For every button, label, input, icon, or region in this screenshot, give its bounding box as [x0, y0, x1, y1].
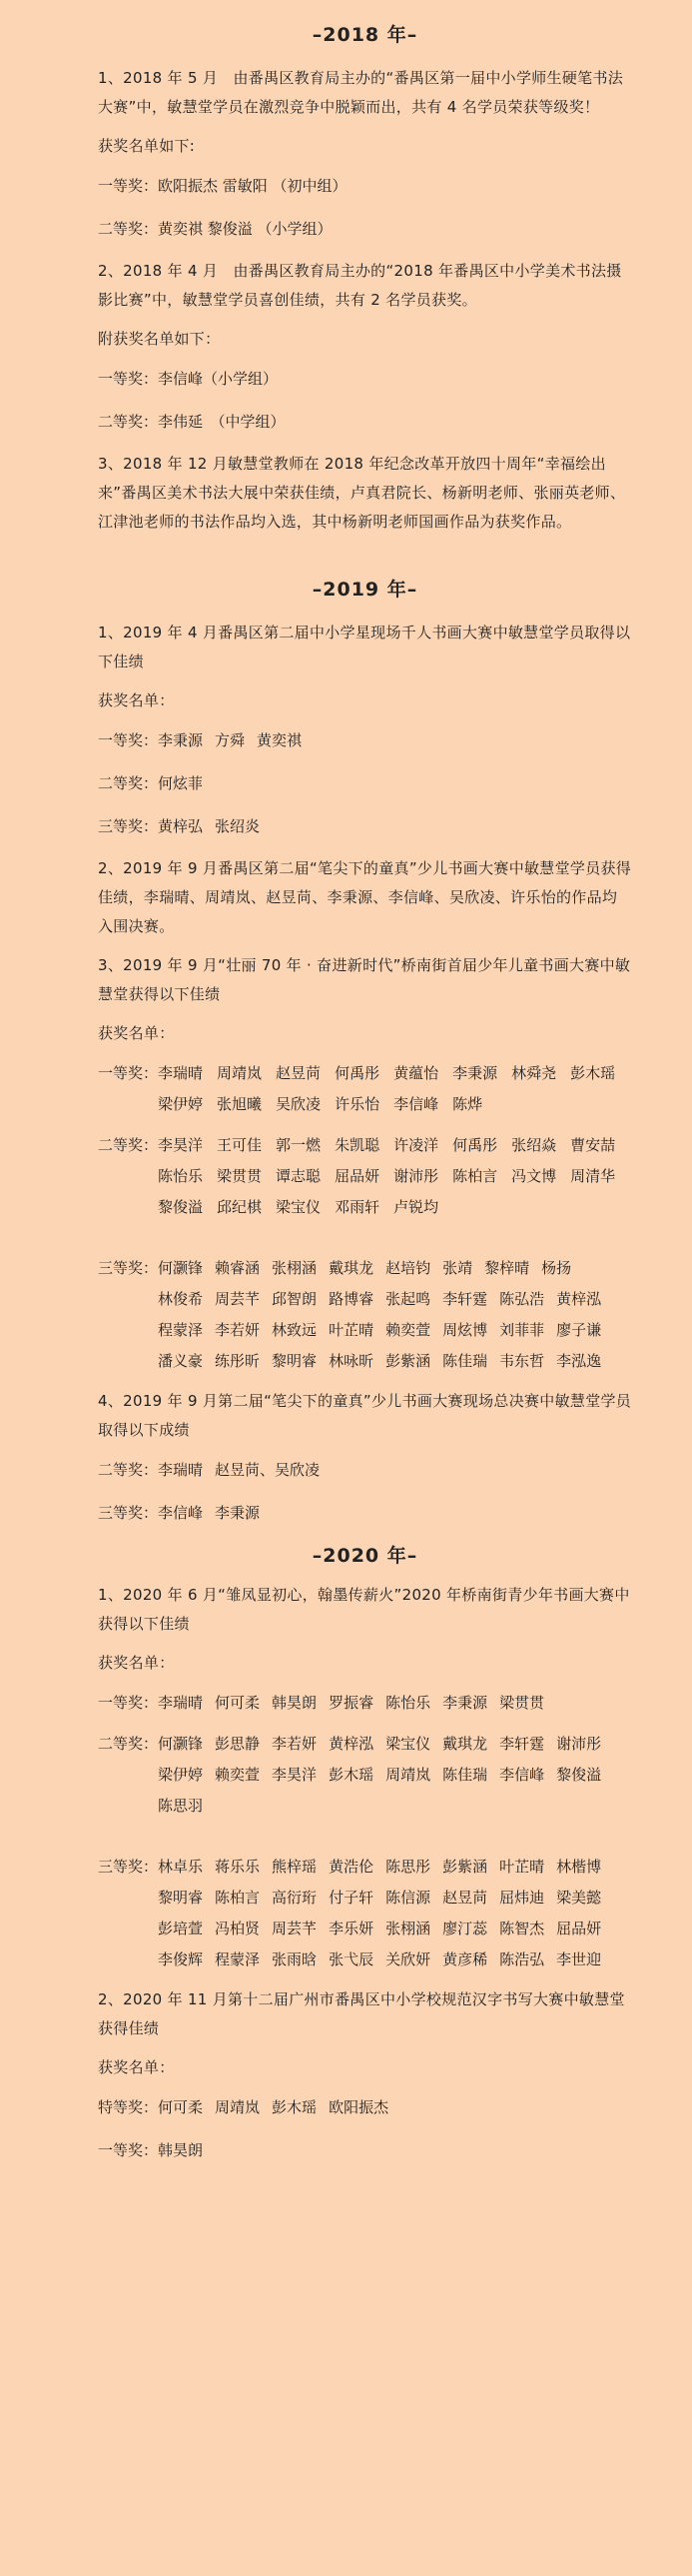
award-label: 三等奖： [98, 1858, 159, 1876]
winner-name: 程蒙泽 [158, 1321, 204, 1339]
winner-name: 赵昱苘 [442, 1889, 488, 1907]
winner-name: 谭志聪 [276, 1167, 322, 1185]
winner-name: 谢沛彤 [556, 1735, 602, 1753]
award-names [158, 1130, 632, 1223]
winner-name: 陈信源 [385, 1889, 431, 1907]
winner-name: 李秉源 [442, 1694, 488, 1712]
winner-name: 谢沛彤 [393, 1167, 439, 1185]
winner-name: 赖奕萱 [385, 1321, 431, 1339]
paragraph: 2、2020 年 11 月第十二届广州市番禺区中小学校规范汉字书写大赛中敏慧堂获得佳绩 [98, 1990, 625, 2037]
winner-name: 熊梓瑶 [272, 1858, 318, 1876]
winner-name: 何可柔 [158, 2098, 204, 2116]
winner-name: 彭思静 [215, 1735, 261, 1753]
award-row [98, 1130, 632, 1223]
winner-name: 戴琪龙 [329, 1259, 374, 1277]
winner-name: 李乐妍 [329, 1920, 374, 1937]
winner-name: 黎俊溢 [158, 1198, 204, 1216]
winner-name: 张栩涵 [385, 1920, 431, 1937]
winner-name: 周靖岚 [217, 1064, 263, 1082]
winner-name: 许乐怡 [335, 1095, 380, 1113]
winner-name: 潘义豪 [158, 1352, 204, 1370]
winner-name: 邱纪棋 [217, 1198, 263, 1216]
award-label: 二等奖： [98, 1735, 159, 1753]
award-row [98, 2092, 632, 2123]
award-names [158, 214, 632, 245]
winner-name: 梁宝仪 [276, 1198, 322, 1216]
winner-name: 陈思彤 [385, 1858, 431, 1876]
winner-name: 黎梓晴 [484, 1259, 530, 1277]
award-label: 特等奖： [98, 2098, 159, 2116]
winner-name: 李秉源 [215, 1504, 261, 1522]
winner-name: 赖睿涵 [215, 1259, 261, 1277]
award-row [98, 214, 632, 245]
winner-name: 周靖岚 [215, 2098, 261, 2116]
award-names [158, 407, 632, 438]
award-names [158, 364, 632, 395]
winner-name: 蒋乐乐 [215, 1858, 261, 1876]
paragraph: 附获奖名单如下： [98, 330, 221, 348]
winner-name: 李信峰 [393, 1095, 439, 1113]
winner-name: 陈思羽 [158, 1797, 204, 1815]
winner-name: 彭培萱 [158, 1920, 204, 1937]
winner-name: 周炫博 [442, 1321, 488, 1339]
award-names [158, 1455, 632, 1486]
winner-name: 周清华 [570, 1167, 616, 1185]
winner-name: 李瑞晴 [158, 1694, 204, 1712]
award-row [98, 811, 632, 842]
award-row [98, 1058, 632, 1120]
winner-name: 林咏昕 [329, 1352, 374, 1370]
winner-name: 陈弘浩 [499, 1290, 545, 1308]
winner-name: 张弋辰 [329, 1950, 374, 1968]
year-heading-2020: –2020 年– [312, 1545, 418, 1567]
winner-name: 黄蕴怡 [393, 1064, 439, 1082]
winner-name: 路博睿 [329, 1290, 374, 1308]
award-names [158, 2092, 632, 2123]
winner-name: 李信峰 [158, 1504, 204, 1522]
winner-name: 周芸芊 [272, 1920, 318, 1937]
award-label: 三等奖： [98, 1259, 159, 1277]
paragraph: 3、2019 年 9 月“壮丽 70 年 · 奋进新时代”桥南街首届少年儿童书画大赛中敏慧堂获得以下佳绩 [98, 956, 631, 1003]
winner-name: 彭木瑶 [272, 2098, 318, 2116]
winner-name: 陈智杰 [499, 1920, 545, 1937]
winner-name: 李瑞晴 [158, 1064, 204, 1082]
winner-name: 李若妍 [272, 1735, 318, 1753]
winner-name: 屈品妍 [556, 1920, 602, 1937]
award-row [98, 2135, 632, 2166]
award-row [98, 768, 632, 799]
winner-name: 周靖岚 [385, 1766, 431, 1784]
winner-name: 刘菲菲 [499, 1321, 545, 1339]
award-names [158, 1852, 632, 1975]
winner-name: 卢锐均 [393, 1198, 439, 1216]
award-label: 二等奖： [98, 220, 159, 238]
winner-name: 陈佳瑞 [442, 1766, 488, 1784]
winner-name: 陈烨 [452, 1095, 483, 1113]
winner-name: 何禹彤 [335, 1064, 380, 1082]
winner-name: 邓雨轩 [335, 1198, 380, 1216]
winner-name: 李信峰 [499, 1766, 545, 1784]
winner-name: 黄梓泓 [329, 1735, 374, 1753]
winner-name: 梁美懿 [556, 1889, 602, 1907]
winner-name: 程蒙泽 [215, 1950, 261, 1968]
winner-name: 林卓乐 [158, 1858, 204, 1876]
winner-name: 张靖 [442, 1259, 473, 1277]
winner-name: 何炫菲 [158, 774, 204, 792]
winner-name: 陈柏言 [215, 1889, 261, 1907]
award-names [158, 1253, 632, 1377]
winner-name: 何禹彤 [452, 1136, 498, 1154]
award-row [98, 171, 632, 202]
winner-name: 梁贯贯 [499, 1694, 545, 1712]
award-label: 一等奖： [98, 731, 159, 749]
award-names [158, 725, 632, 756]
winner-name: 戴琪龙 [442, 1735, 488, 1753]
winner-name: 冯文博 [511, 1167, 557, 1185]
paragraph: 4、2019 年 9 月第二届“笔尖下的童真”少儿书画大赛现场总决赛中敏慧堂学员取得以下成绩 [98, 1392, 632, 1439]
award-names [158, 1688, 632, 1719]
winner-name: 李秉源 [452, 1064, 498, 1082]
award-label: 一等奖： [98, 1064, 159, 1082]
winner-name: 黄奕祺 [257, 731, 303, 749]
winner-name: 张栩涵 [272, 1259, 318, 1277]
winner-name: 陈佳瑞 [442, 1352, 488, 1370]
award-row [98, 1852, 632, 1975]
winner-name: 林致远 [272, 1321, 318, 1339]
paragraph: 获奖名单： [98, 1024, 175, 1042]
award-row [98, 407, 632, 438]
winner-name: 赵昱苘 [276, 1064, 322, 1082]
winner-name: 关欣妍 [385, 1950, 431, 1968]
winner-name: 付子轩 [329, 1889, 374, 1907]
winner-name: 吴欣凌 [276, 1095, 322, 1113]
winner-name: 何灏锋 [158, 1735, 204, 1753]
winner-name: 梁贯贯 [217, 1167, 263, 1185]
winner-name: 黎俊溢 [556, 1766, 602, 1784]
award-label: 一等奖： [98, 2141, 159, 2159]
winner-name: 李信峰（小学组） [158, 370, 279, 388]
winner-name: 梁宝仪 [385, 1735, 431, 1753]
winner-name: 陈浩弘 [499, 1950, 545, 1968]
winner-name: 朱凯聪 [335, 1136, 380, 1154]
winner-name: 赵昱苘、吴欣凌 [215, 1461, 321, 1479]
winner-name: 张雨晗 [272, 1950, 318, 1968]
award-label: 一等奖： [98, 1694, 159, 1712]
winner-name: 黄浩伦 [329, 1858, 374, 1876]
award-label: 二等奖： [98, 413, 159, 431]
winner-name: 叶芷晴 [499, 1858, 545, 1876]
winner-name: 彭木瑶 [570, 1064, 616, 1082]
paragraph: 获奖名单如下: [98, 137, 196, 155]
winner-name: 欧阳振杰 [329, 2098, 389, 2116]
winner-name: 李轩霆 [499, 1735, 545, 1753]
award-names [158, 1058, 632, 1120]
winner-name: 黄奕祺 黎俊溢 （小学组） [158, 220, 333, 238]
award-row [98, 1498, 632, 1529]
winner-name: 罗振睿 [329, 1694, 374, 1712]
winner-name: 张绍焱 [511, 1136, 557, 1154]
winner-name: 陈柏言 [452, 1167, 498, 1185]
award-label: 一等奖： [98, 370, 159, 388]
winner-name: 方舜 [215, 731, 246, 749]
award-names [158, 768, 632, 799]
winner-name: 梁伊婷 [158, 1095, 204, 1113]
paragraph: 1、2018 年 5 月 由番禺区教育局主办的“番禺区第一届中小学师生硬笔书法大赛”中，敏慧堂学员在激烈竞争中脱颖而出，共有 4 名学员荣获等级奖！ [98, 69, 624, 116]
winner-name: 黎明睿 [158, 1889, 204, 1907]
award-names [158, 811, 632, 842]
winner-name: 黎明睿 [272, 1352, 318, 1370]
winner-name: 林俊希 [158, 1290, 204, 1308]
award-label: 一等奖： [98, 177, 159, 195]
paragraph: 1、2020 年 6 月“雏凤显初心，翰墨传薪火”2020 年桥南街青少年书画大赛中获得以下佳绩 [98, 1586, 630, 1633]
winner-name: 张绍炎 [215, 817, 261, 835]
paragraph: 获奖名单： [98, 691, 175, 709]
paragraph: 2、2019 年 9 月番禺区第二届“笔尖下的童真”少儿书画大赛中敏慧堂学员获得佳绩，李瑞晴、周靖岚、赵昱苘、李秉源、李信峰、吴欣凌、许乐怡的作品均入围决赛。 [98, 859, 632, 935]
winner-name: 练彤昕 [215, 1352, 261, 1370]
winner-name: 赵培钧 [385, 1259, 431, 1277]
award-row [98, 1688, 632, 1719]
year-heading-2018: –2018 年– [312, 24, 418, 46]
winner-name: 李瑞晴 [158, 1461, 204, 1479]
winner-name: 王可佳 [217, 1136, 263, 1154]
paragraph: 2、2018 年 4 月 由番禺区教育局主办的“2018 年番禺区中小学美术书法摄影比赛”中，敏慧堂学员喜创佳绩，共有 2 名学员获奖。 [98, 262, 622, 309]
winner-name: 彭紫涵 [442, 1858, 488, 1876]
winner-name: 冯柏贤 [215, 1920, 261, 1937]
award-names [158, 2135, 632, 2166]
award-label: 三等奖： [98, 817, 159, 835]
paragraph: 获奖名单： [98, 2058, 175, 2076]
winner-name: 李轩霆 [442, 1290, 488, 1308]
award-row [98, 1729, 632, 1822]
winner-name: 欧阳振杰 雷敏阳 （初中组） [158, 177, 347, 195]
winner-name: 李世迎 [556, 1950, 602, 1968]
winner-name: 许凌洋 [393, 1136, 439, 1154]
winner-name: 梁伊婷 [158, 1766, 204, 1784]
winner-name: 韩昊朗 [158, 2141, 204, 2159]
award-label: 二等奖： [98, 1136, 159, 1154]
winner-name: 廖子谦 [556, 1321, 602, 1339]
winner-name: 邱智朗 [272, 1290, 318, 1308]
award-row [98, 1455, 632, 1486]
winner-name: 黄梓泓 [556, 1290, 602, 1308]
winner-name: 陈怡乐 [158, 1167, 204, 1185]
award-label: 二等奖： [98, 774, 159, 792]
award-names [158, 1498, 632, 1529]
winner-name: 李伟延 （中学组） [158, 413, 286, 431]
winner-name: 杨扬 [541, 1259, 572, 1277]
paragraph: 1、2019 年 4 月番禺区第二届中小学星现场千人书画大赛中敏慧堂学员取得以下佳绩 [98, 624, 631, 670]
winner-name: 黄彦稀 [442, 1950, 488, 1968]
paragraph: 3、2018 年 12 月敏慧堂教师在 2018 年纪念改革开放四十周年“幸福绘出来”番禺区美术书法大展中荣获佳绩，卢真君院长、杨新明老师、张丽英老师、江津池老师的书法作品均入选，其中杨新明老师国画作品为获奖作品。 [98, 455, 626, 531]
winner-name: 林舜尧 [511, 1064, 557, 1082]
winner-name: 张起鸣 [385, 1290, 431, 1308]
winner-name: 屈品妍 [335, 1167, 380, 1185]
winner-name: 李若妍 [215, 1321, 261, 1339]
winner-name: 叶芷晴 [329, 1321, 374, 1339]
winner-name: 曹安喆 [570, 1136, 616, 1154]
award-row [98, 725, 632, 756]
winner-name: 李秉源 [158, 731, 204, 749]
winner-name: 屈炜迪 [499, 1889, 545, 1907]
winner-name: 李俊辉 [158, 1950, 204, 1968]
winner-name: 李昊洋 [158, 1136, 204, 1154]
winner-name: 黄梓弘 [158, 817, 204, 835]
winner-name: 彭紫涵 [385, 1352, 431, 1370]
winner-name: 何可柔 [215, 1694, 261, 1712]
winner-name: 赖奕萱 [215, 1766, 261, 1784]
award-row [98, 1253, 632, 1377]
winner-name: 李昊洋 [272, 1766, 318, 1784]
winner-name: 彭木瑶 [329, 1766, 374, 1784]
winner-name: 廖汀蕊 [442, 1920, 488, 1937]
award-names [158, 171, 632, 202]
winner-name: 韦东哲 [499, 1352, 545, 1370]
winner-name: 李泓逸 [556, 1352, 602, 1370]
winner-name: 张旭曦 [217, 1095, 263, 1113]
winner-name: 韩昊朗 [272, 1694, 318, 1712]
year-heading-2019: –2019 年– [312, 579, 418, 601]
award-row [98, 364, 632, 395]
winner-name: 郭一燃 [276, 1136, 322, 1154]
winner-name: 高衍珩 [272, 1889, 318, 1907]
winner-name: 林楷博 [556, 1858, 602, 1876]
award-label: 三等奖： [98, 1504, 159, 1522]
paragraph: 获奖名单： [98, 1654, 175, 1672]
winner-name: 陈怡乐 [385, 1694, 431, 1712]
winner-name: 周芸芊 [215, 1290, 261, 1308]
award-label: 二等奖： [98, 1461, 159, 1479]
award-names [158, 1729, 632, 1822]
winner-name: 何灏锋 [158, 1259, 204, 1277]
